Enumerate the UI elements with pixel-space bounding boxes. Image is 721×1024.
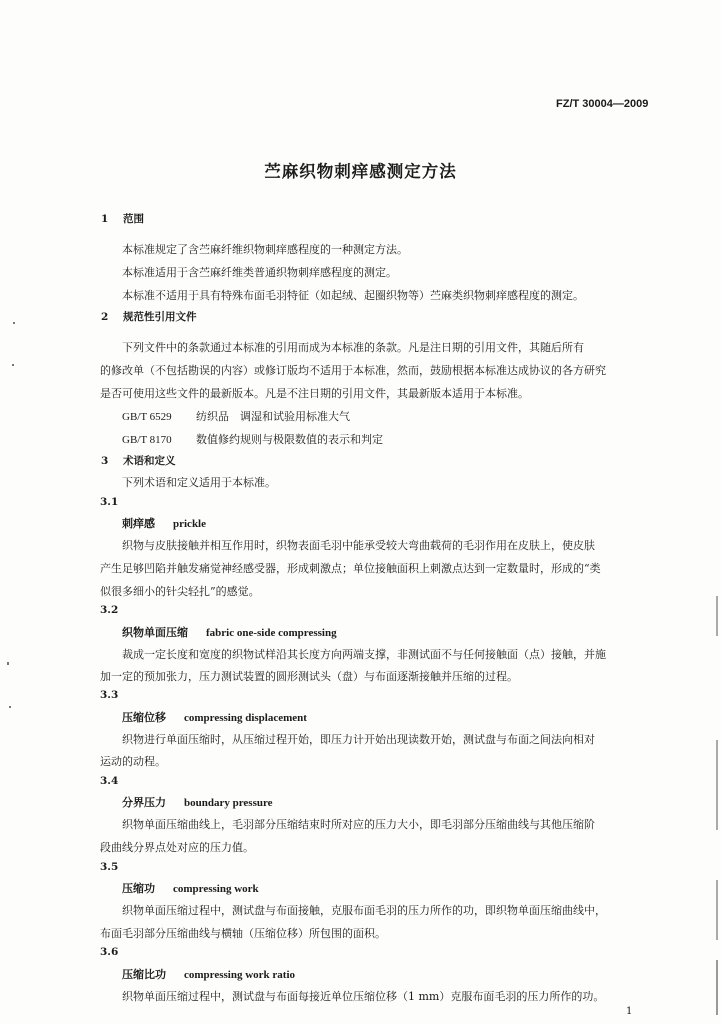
scope-line-1: 本标准规定了含苎麻纤维织物刺痒感程度的一种测定方法。: [122, 243, 408, 256]
term-en: compressing work: [173, 883, 259, 895]
section-1-title: 范围: [123, 213, 144, 225]
section-3-title: 术语和定义: [123, 455, 176, 467]
definition-line: 段曲线分界点处对应的压力值。: [100, 841, 254, 854]
term-zh: 织物单面压缩: [122, 626, 188, 639]
definition-line: 加一定的预加张力，压力测试装置的圆形测试头（盘）与布面逐渐接触并压缩的过程。: [100, 670, 518, 683]
scope-line-3: 本标准不适用于具有特殊布面毛羽特征（如起绒、起圈织物等）苎麻类织物刺痒感程度的测定。: [122, 289, 584, 302]
section-3-number: 3: [101, 455, 109, 467]
section-2-number: 2: [101, 311, 109, 323]
term-zh: 分界压力: [122, 796, 166, 809]
term-heading: [122, 794, 273, 810]
definition-line: 织物进行单面压缩时，从压缩过程开始，即压力计开始出现读数开始，测试盘与布面之间法向相对: [122, 733, 595, 746]
term-number: 3.3: [100, 689, 119, 701]
definition-line: 似很多细小的针尖轻扎”的感觉。: [100, 585, 260, 598]
scan-edge-mark: [716, 596, 718, 636]
reference-code: GB/T 6529: [122, 411, 172, 423]
term-number: 3.1: [100, 496, 119, 508]
section-2-title: 规范性引用文件: [123, 311, 197, 323]
document-title: 苎麻织物刺痒感测定方法: [264, 162, 457, 181]
term-heading: [122, 966, 295, 982]
references-line-1: 下列文件中的条款通过本标准的引用而成为本标准的条款。凡是注日期的引用文件，其随后所有: [122, 341, 584, 354]
reference-code: GB/T 8170: [122, 434, 172, 446]
definition-line: 产生足够凹陷并触发痛觉神经感受器，形成刺激点；单位接触面积上刺激点达到一定数量时，形成的“类: [100, 562, 601, 575]
standard-code: FZ/T 30004—2009: [556, 98, 649, 110]
section-1-number: 1: [101, 213, 109, 225]
section-2-heading: [101, 309, 197, 324]
term-zh: 压缩功: [122, 882, 155, 895]
definition-line: 运动的动程。: [100, 755, 166, 768]
term-heading: [122, 515, 206, 531]
scan-dot: [7, 662, 9, 665]
term-en: prickle: [173, 518, 206, 530]
term-en: compressing displacement: [184, 712, 307, 724]
scan-dot: [9, 706, 11, 708]
references-line-3: 是否可使用这些文件的最新版本。凡是不注日期的引用文件，其最新版本适用于本标准。: [100, 387, 529, 400]
page-number: 1: [626, 1006, 633, 1017]
reference-item: [122, 431, 383, 447]
term-heading: [122, 624, 337, 640]
scan-edge-mark: [716, 740, 718, 830]
definition-line: 织物单面压缩曲线上，毛羽部分压缩结束时所对应的压力大小，即毛羽部分压缩曲线与其他压缩阶: [122, 818, 595, 831]
term-number: 3.4: [100, 775, 119, 787]
term-number: 3.5: [100, 861, 119, 873]
scan-dot: [12, 364, 14, 366]
terms-intro: 下列术语和定义适用于本标准。: [122, 476, 276, 489]
scope-line-2: 本标准适用于含苎麻纤维类普通织物刺痒感程度的测定。: [122, 266, 397, 279]
definition-line: 织物单面压缩过程中，测试盘与布面接触，克服布面毛羽的压力所作的功，即织物单面压缩曲线中，: [122, 904, 606, 917]
definition-line: 织物单面压缩过程中，测试盘与布面每接近单位压缩位移（1 mm）克服布面毛羽的压力所作的功。: [122, 990, 605, 1003]
term-zh: 压缩位移: [122, 711, 166, 724]
scan-edge-mark: [716, 880, 718, 940]
term-zh: 压缩比功: [122, 968, 166, 981]
definition-line: 布面毛羽部分压缩曲线与横轴（压缩位移）所包围的面积。: [100, 927, 386, 940]
scan-dot: [13, 322, 15, 324]
reference-item: [122, 408, 350, 424]
reference-name: 纺织品 调湿和试验用标准大气: [196, 410, 350, 423]
term-en: fabric one-side compressing: [206, 627, 337, 639]
term-en: compressing work ratio: [184, 969, 296, 981]
term-number: 3.6: [100, 946, 119, 958]
section-3-heading: [101, 453, 176, 468]
term-number: 3.2: [100, 604, 119, 616]
definition-line: 织物与皮肤接触并相互作用时，织物表面毛羽中能承受较大弯曲载荷的毛羽作用在皮肤上，使皮肤: [122, 539, 595, 552]
section-1-heading: [101, 211, 144, 226]
references-line-2: 的修改单（不包括勘误的内容）或修订版均不适用于本标准，然而，鼓励根据本标准达成协议的各方研究: [100, 364, 606, 377]
term-en: boundary pressure: [184, 797, 273, 809]
definition-line: 裁成一定长度和宽度的织物试样沿其长度方向两端支撑，非测试面不与任何接触面（点）接触，并施: [122, 648, 606, 661]
reference-name: 数值修约规则与极限数值的表示和判定: [196, 433, 383, 446]
term-heading: [122, 709, 307, 725]
term-heading: [122, 880, 259, 896]
term-zh: 刺痒感: [122, 517, 155, 530]
scan-edge-mark: [716, 960, 718, 1015]
